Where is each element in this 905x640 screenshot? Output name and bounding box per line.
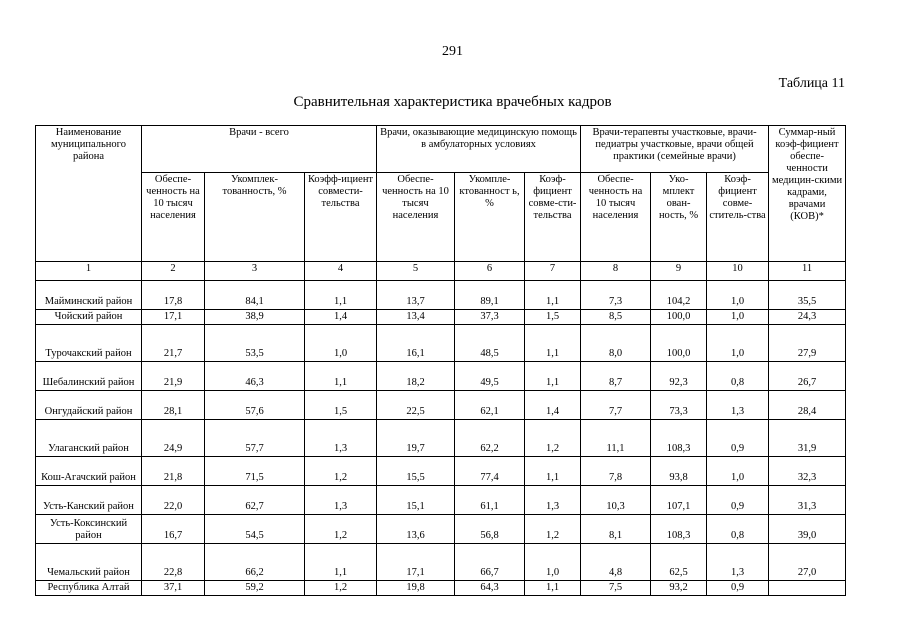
value-cell: 1,0: [305, 325, 377, 362]
table-row: [36, 515, 846, 544]
value-cell: 7,7: [581, 391, 651, 420]
value-cell: 31,3: [769, 486, 846, 515]
column-number: 9: [651, 262, 707, 281]
region-name-cell: Усть-Канский район: [36, 486, 142, 515]
value-cell: 22,5: [377, 391, 455, 420]
value-cell: 46,3: [205, 362, 305, 391]
table-row: [36, 391, 846, 420]
value-cell: 1,0: [525, 544, 581, 581]
value-cell: 1,3: [707, 544, 769, 581]
value-cell: 57,6: [205, 391, 305, 420]
column-number: 8: [581, 262, 651, 281]
value-cell: 100,0: [651, 325, 707, 362]
value-cell: 0,9: [707, 420, 769, 457]
value-cell: 24,9: [142, 420, 205, 457]
value-cell: 1,3: [525, 486, 581, 515]
table-row: [36, 457, 846, 486]
value-cell: 1,1: [305, 544, 377, 581]
value-cell: 71,5: [205, 457, 305, 486]
value-cell: 16,7: [142, 515, 205, 544]
value-cell: 1,5: [305, 391, 377, 420]
header-region: Наименование муниципального района: [36, 126, 142, 262]
value-cell: 27,9: [769, 325, 846, 362]
value-cell: 15,1: [377, 486, 455, 515]
value-cell: 8,0: [581, 325, 651, 362]
value-cell: 8,7: [581, 362, 651, 391]
region-name-cell: Чемальский район: [36, 544, 142, 581]
value-cell: 16,1: [377, 325, 455, 362]
value-cell: 61,1: [455, 486, 525, 515]
subheader-provision: Обеспе-ченность на 10 тысяч населения: [377, 173, 455, 262]
value-cell: 1,2: [525, 515, 581, 544]
value-cell: 1,1: [525, 457, 581, 486]
value-cell: 57,7: [205, 420, 305, 457]
value-cell: 10,3: [581, 486, 651, 515]
value-cell: 18,2: [377, 362, 455, 391]
value-cell: 1,0: [707, 281, 769, 310]
value-cell: 53,5: [205, 325, 305, 362]
value-cell: 64,3: [455, 581, 525, 596]
subheader-part-time-coefficient: Коэф-фициент совме-ститель-ства: [707, 173, 769, 262]
table-row: [36, 544, 846, 581]
value-cell: 13,6: [377, 515, 455, 544]
page-number: 291: [442, 44, 463, 59]
table-label: Таблица 11: [778, 76, 845, 91]
table-row: [36, 325, 846, 362]
value-cell: 49,5: [455, 362, 525, 391]
header-district-doctors: Врачи-терапевты участковые, врачи-педиатры участковые, врачи общей практики (семейные врачи): [581, 126, 769, 173]
value-cell: 62,5: [651, 544, 707, 581]
subheader-provision: Обеспе-ченность на 10 тысяч населения: [142, 173, 205, 262]
value-cell: 15,5: [377, 457, 455, 486]
value-cell: 31,9: [769, 420, 846, 457]
column-number: 6: [455, 262, 525, 281]
table-row: [36, 420, 846, 457]
column-number: 5: [377, 262, 455, 281]
value-cell: 1,1: [305, 281, 377, 310]
value-cell: 7,3: [581, 281, 651, 310]
subheader-part-time-coefficient: Коэф-фициент совме-сти-тельства: [525, 173, 581, 262]
value-cell: 93,8: [651, 457, 707, 486]
value-cell: 8,1: [581, 515, 651, 544]
value-cell: 1,1: [305, 362, 377, 391]
value-cell: 39,0: [769, 515, 846, 544]
value-cell: 21,8: [142, 457, 205, 486]
column-number-row: [36, 262, 846, 281]
value-cell: 17,8: [142, 281, 205, 310]
value-cell: 28,4: [769, 391, 846, 420]
value-cell: [769, 581, 846, 596]
value-cell: 89,1: [455, 281, 525, 310]
column-number: 10: [707, 262, 769, 281]
value-cell: 1,2: [525, 420, 581, 457]
value-cell: 24,3: [769, 310, 846, 325]
value-cell: 21,9: [142, 362, 205, 391]
value-cell: 56,8: [455, 515, 525, 544]
value-cell: 13,4: [377, 310, 455, 325]
value-cell: 1,5: [525, 310, 581, 325]
table-row: [36, 581, 846, 596]
value-cell: 4,8: [581, 544, 651, 581]
value-cell: 93,2: [651, 581, 707, 596]
value-cell: 17,1: [142, 310, 205, 325]
subheader-provision: Обеспе-ченность на 10 тысяч населения: [581, 173, 651, 262]
column-number: 11: [769, 262, 846, 281]
value-cell: 59,2: [205, 581, 305, 596]
value-cell: 26,7: [769, 362, 846, 391]
value-cell: 37,1: [142, 581, 205, 596]
region-name-cell: Турочакский район: [36, 325, 142, 362]
value-cell: 17,1: [377, 544, 455, 581]
doctor-staff-table: [35, 125, 846, 596]
header-outpatient-doctors: Врачи, оказывающие медицинскую помощь в амбулаторных условиях: [377, 126, 581, 173]
table-row: [36, 310, 846, 325]
value-cell: 0,8: [707, 362, 769, 391]
region-name-cell: Республика Алтай: [36, 581, 142, 596]
value-cell: 1,4: [305, 310, 377, 325]
column-number: 4: [305, 262, 377, 281]
column-number: 1: [36, 262, 142, 281]
value-cell: 1,0: [707, 310, 769, 325]
document-title: Сравнительная характеристика врачебных кадров: [293, 94, 612, 110]
table-row: [36, 486, 846, 515]
value-cell: 1,1: [525, 581, 581, 596]
table-row: [36, 362, 846, 391]
value-cell: 92,3: [651, 362, 707, 391]
region-name-cell: Кош-Агачский район: [36, 457, 142, 486]
value-cell: 84,1: [205, 281, 305, 310]
value-cell: 1,1: [525, 362, 581, 391]
value-cell: 7,5: [581, 581, 651, 596]
value-cell: 1,1: [525, 281, 581, 310]
header-doctors-all: Врачи - всего: [142, 126, 377, 173]
value-cell: 0,9: [707, 486, 769, 515]
value-cell: 66,7: [455, 544, 525, 581]
value-cell: 62,1: [455, 391, 525, 420]
value-cell: 1,2: [305, 581, 377, 596]
value-cell: 1,4: [525, 391, 581, 420]
value-cell: 0,8: [707, 515, 769, 544]
value-cell: 108,3: [651, 420, 707, 457]
region-name-cell: Чойский район: [36, 310, 142, 325]
value-cell: 1,1: [525, 325, 581, 362]
column-number: 2: [142, 262, 205, 281]
value-cell: 21,7: [142, 325, 205, 362]
value-cell: 77,4: [455, 457, 525, 486]
region-name-cell: Шебалинский район: [36, 362, 142, 391]
value-cell: 28,1: [142, 391, 205, 420]
value-cell: 0,9: [707, 581, 769, 596]
value-cell: 1,2: [305, 457, 377, 486]
region-name-cell: Майминский район: [36, 281, 142, 310]
value-cell: 104,2: [651, 281, 707, 310]
value-cell: 1,3: [305, 420, 377, 457]
value-cell: 1,2: [305, 515, 377, 544]
region-name-cell: Усть-Коксинский район: [36, 515, 142, 544]
value-cell: 1,3: [707, 391, 769, 420]
value-cell: 48,5: [455, 325, 525, 362]
value-cell: 27,0: [769, 544, 846, 581]
value-cell: 19,7: [377, 420, 455, 457]
value-cell: 13,7: [377, 281, 455, 310]
subheader-staffing: Укомплек-тованность, %: [205, 173, 305, 262]
value-cell: 62,7: [205, 486, 305, 515]
region-name-cell: Улаганский район: [36, 420, 142, 457]
subheader-staffing: Уко-мплект ован-ность, %: [651, 173, 707, 262]
value-cell: 11,1: [581, 420, 651, 457]
value-cell: 107,1: [651, 486, 707, 515]
table-row: [36, 281, 846, 310]
value-cell: 37,3: [455, 310, 525, 325]
column-number: 7: [525, 262, 581, 281]
value-cell: 66,2: [205, 544, 305, 581]
value-cell: 38,9: [205, 310, 305, 325]
value-cell: 19,8: [377, 581, 455, 596]
region-name-cell: Онгудайский район: [36, 391, 142, 420]
header-kov: Суммар-ный коэф-фициент обеспе-ченности медицин-скими кадрами, врачами (КОВ)*: [769, 126, 846, 262]
value-cell: 73,3: [651, 391, 707, 420]
subheader-staffing: Укомпле-ктованност ь, %: [455, 173, 525, 262]
value-cell: 100,0: [651, 310, 707, 325]
column-number: 3: [205, 262, 305, 281]
subheader-part-time-coefficient: Коэфф-ициент совмести-тельства: [305, 173, 377, 262]
value-cell: 1,0: [707, 325, 769, 362]
value-cell: 7,8: [581, 457, 651, 486]
value-cell: 1,3: [305, 486, 377, 515]
value-cell: 22,8: [142, 544, 205, 581]
value-cell: 35,5: [769, 281, 846, 310]
value-cell: 8,5: [581, 310, 651, 325]
value-cell: 22,0: [142, 486, 205, 515]
value-cell: 62,2: [455, 420, 525, 457]
value-cell: 1,0: [707, 457, 769, 486]
value-cell: 54,5: [205, 515, 305, 544]
value-cell: 108,3: [651, 515, 707, 544]
value-cell: 32,3: [769, 457, 846, 486]
